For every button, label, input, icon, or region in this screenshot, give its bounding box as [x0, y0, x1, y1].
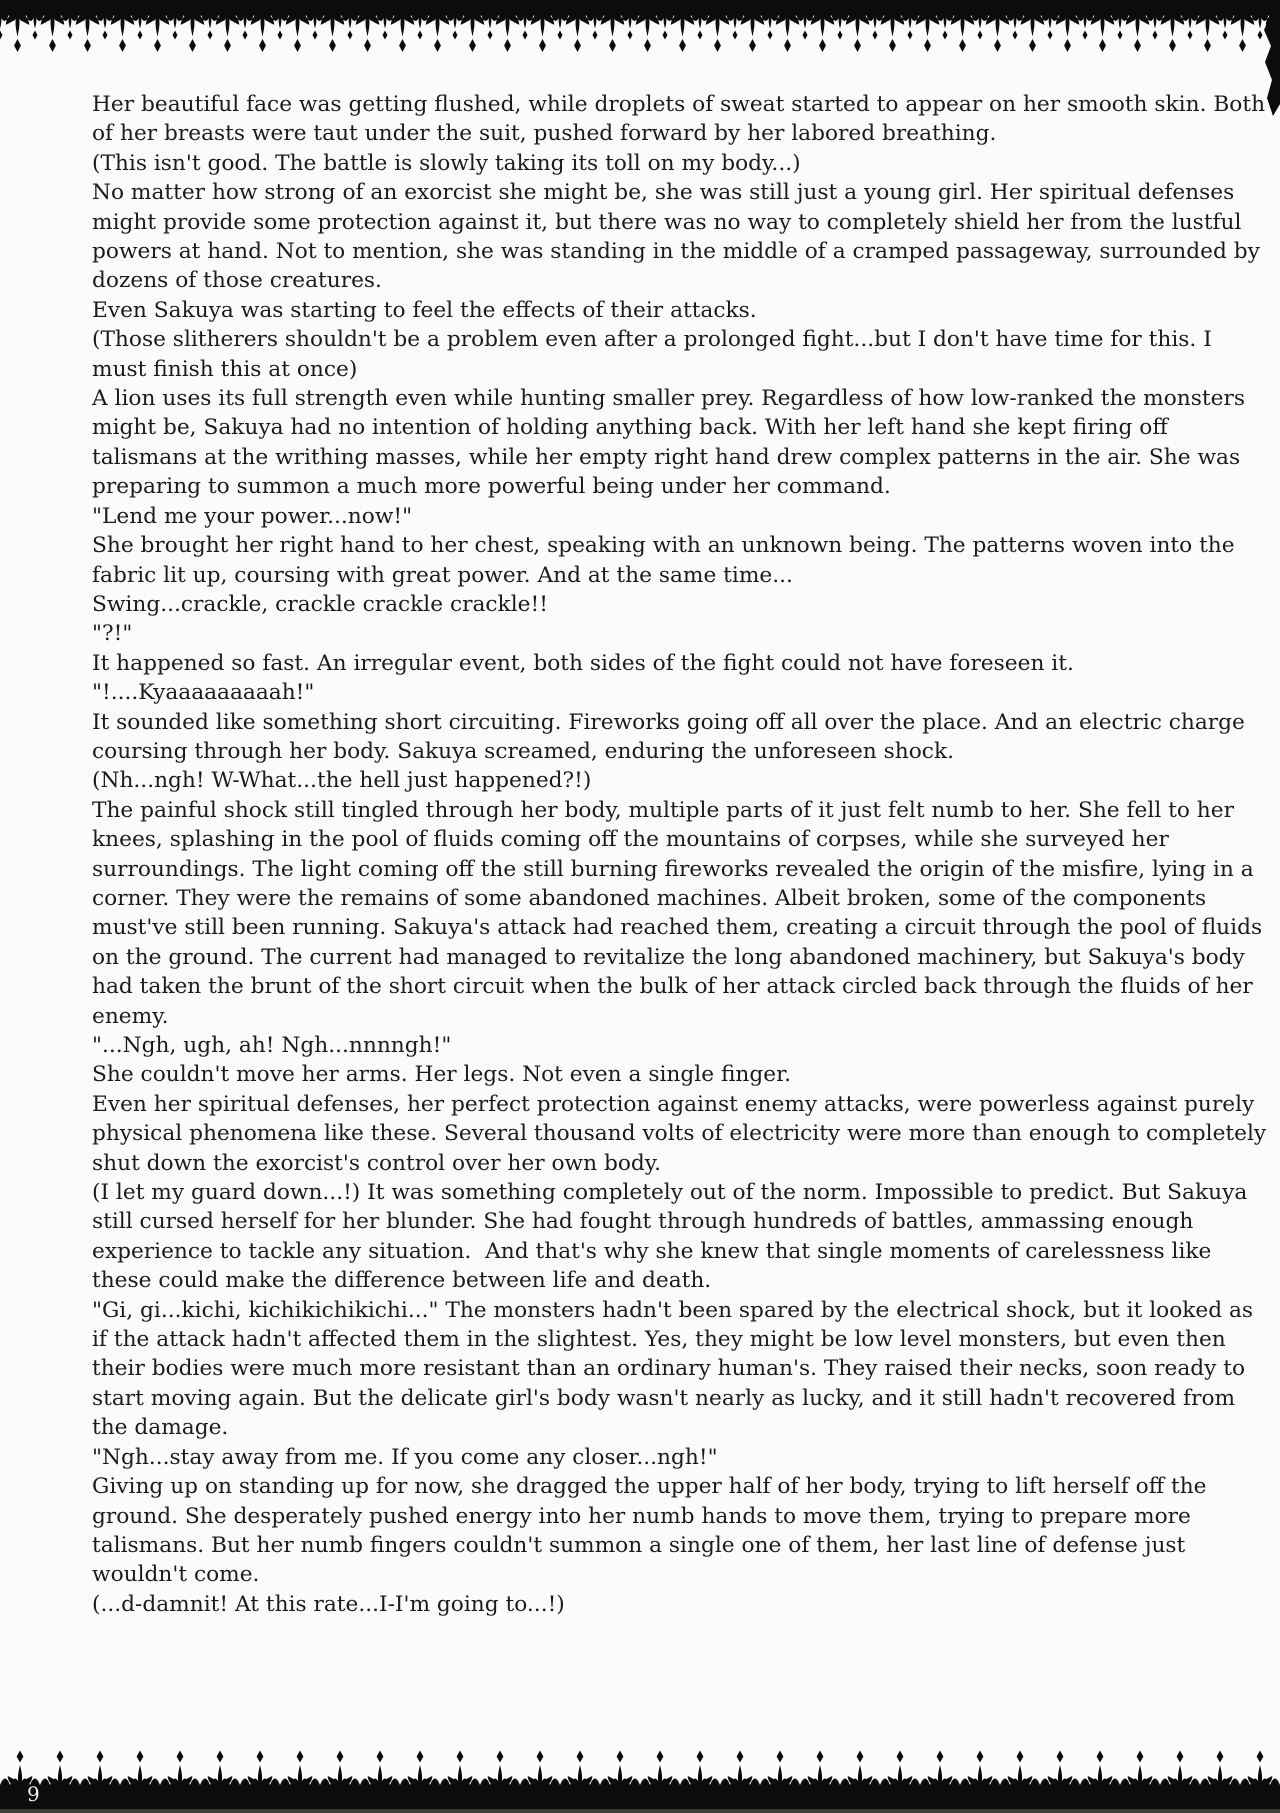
story-paragraph: (This isn't good. The battle is slowly taking its toll on my body...) — [92, 150, 801, 176]
scan-edge-bottom — [0, 1809, 1280, 1813]
story-paragraph: "Gi, gi...kichi, kichikichikichi..." The monsters hadn't been spared by the electrical shock, but it looked as if the attack hadn't affected them in the slightest. Yes, they might be low level monsters, but even then their bodies were much more resistant than an ordinary human's. They raised their necks, soon ready to start moving again. But the delicate girl's body wasn't nearly as lucky, and it still hadn't recovered from the damage. — [92, 1297, 1254, 1441]
story-paragraph: It sounded like something short circuiting. Fireworks going off all over the place. And an electric charge coursing through her body. Sakuya screamed, enduring the unforeseen shock. — [92, 709, 1245, 764]
story-paragraph: Giving up on standing up for now, she dragged the upper half of her body, trying to lift herself off the ground. She desperately pushed energy into her numb hands to move them, trying to prepare more talismans. But her numb fingers couldn't summon a single one of them, her last line of defense just wouldn't come. — [92, 1474, 1207, 1588]
story-paragraph: No matter how strong of an exorcist she might be, she was still just a young girl. Her spiritual defenses might provide some protection against it, but there was no way to completely shield her from the lustful powers at hand. Not to mention, she was standing in the middle of a cramped passageway, surrounded by dozens of those creatures. — [92, 180, 1260, 294]
story-paragraph: She brought her right hand to her chest, speaking with an unknown being. The patterns woven into the fabric lit up, coursing with great power. And at the same time... — [92, 533, 1235, 588]
story-paragraph: (I let my guard down...!) It was something completely out of the norm. Impossible to predict. But Sakuya still cursed herself for her blunder. She had fought through hundreds of battles, ammassing enough experience to tackle any situation. And that's why she knew that single moments of carelessness like these could make the difference between life and death. — [92, 1180, 1248, 1294]
story-paragraph: Even her spiritual defenses, her perfect protection against enemy attacks, were powerless against purely physical phenomena like these. Several thousand volts of electricity were more than enough to completely shut down the exorcist's control over her own body. — [92, 1091, 1267, 1176]
story-paragraph: "?!" — [92, 621, 133, 647]
story-paragraph: A lion uses its full strength even while hunting smaller prey. Regardless of how low-ranked the monsters might be, Sakuya had no intention of holding anything back. With her left hand she kept firing off talismans at the writhing masses, while her empty right hand drew complex patterns in the air. She was preparing to summon a much more powerful being under her command. — [92, 386, 1245, 500]
story-paragraph: "...Ngh, ugh, ah! Ngh...nnnngh!" — [92, 1033, 452, 1058]
top-border-ornament — [0, 0, 1280, 56]
story-paragraph: Swing...crackle, crackle crackle crackle!! — [92, 591, 548, 617]
story-paragraph: Even Sakuya was starting to feel the effects of their attacks. — [92, 297, 757, 323]
story-paragraph: It happened so fast. An irregular event, both sides of the fight could not have foreseen it. — [92, 650, 1074, 676]
story-paragraph: (...d-damnit! At this rate...I-I'm going to...!) — [92, 1591, 565, 1617]
page-number: 9 — [27, 1782, 40, 1806]
story-paragraph: "Ngh...stay away from me. If you come any closer...ngh!" — [92, 1444, 718, 1470]
story-paragraph: (Nh...ngh! W-What...the hell just happened?!) — [92, 768, 592, 794]
story-text — [92, 90, 1268, 1619]
story-paragraph: Her beautiful face was getting flushed, while droplets of sweat started to appear on her smooth skin. Both of her breasts were taut under the suit, pushed forward by her labored breathing. — [92, 92, 1266, 147]
bottom-border-ornament — [0, 1749, 1280, 1813]
story-paragraph: "Lend me your power...now!" — [92, 503, 413, 529]
story-paragraph: The painful shock still tingled through her body, multiple parts of it just felt numb to her. She fell to her knees, splashing in the pool of fluids coming off the mountains of corpses, while she surveyed her surroundings. The light coming off the still burning fireworks revealed the origin of the misfire, lying in a corner. They were the remains of some abandoned machines. Albeit broken, some of the components must've still been running. Sakuya's attack had reached them, creating a circuit through the pool of fluids on the ground. The current had managed to revitalize the long abandoned machinery, but Sakuya's body had taken the brunt of the short circuit when the bulk of her attack circled back through the fluids of her enemy. — [92, 797, 1263, 1029]
story-paragraph: "!....Kyaaaaaaaaah!" — [92, 680, 315, 706]
story-paragraph: She couldn't move her arms. Her legs. Not even a single finger. — [92, 1062, 791, 1088]
story-paragraph: (Those slitherers shouldn't be a problem even after a prolonged fight...but I don't have time for this. I must finish this at once) — [92, 327, 1212, 382]
